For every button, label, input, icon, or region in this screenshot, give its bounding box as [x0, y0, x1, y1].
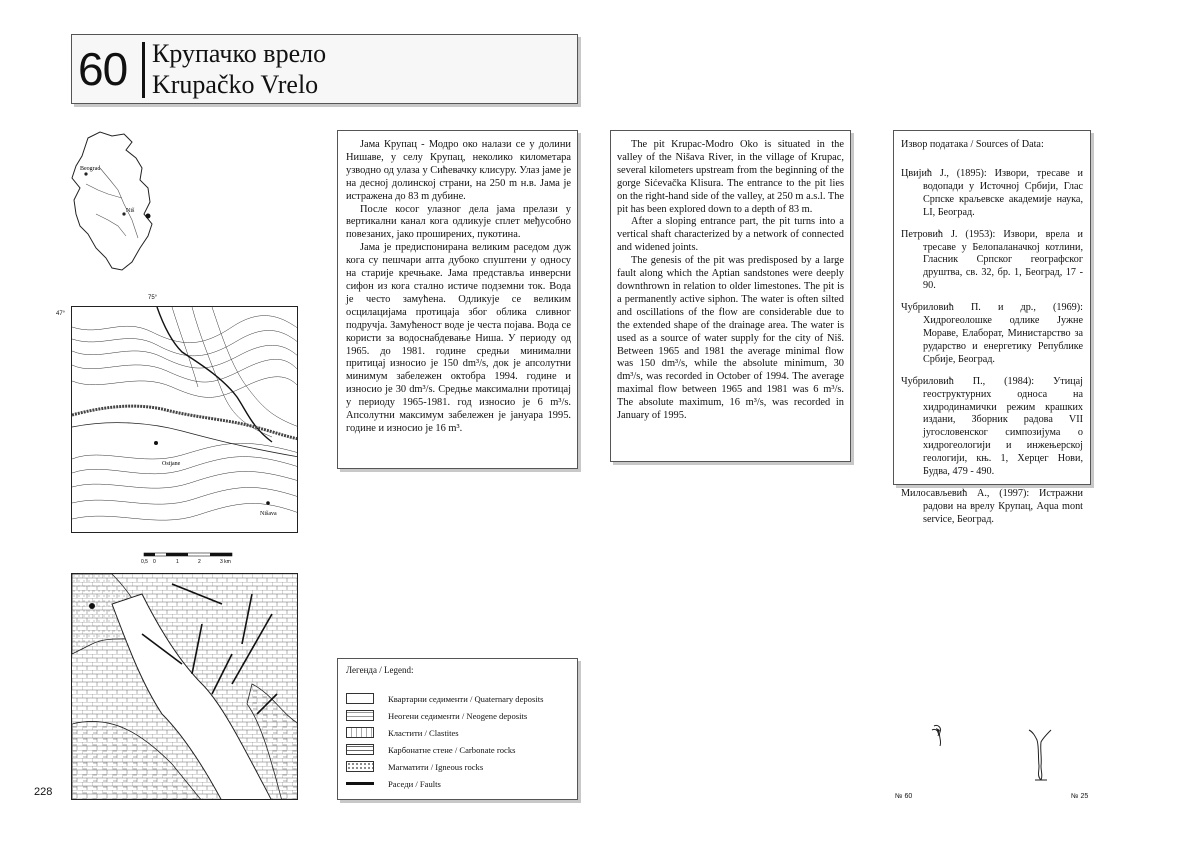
- english-paragraph: After a sloping entrance part, the pit turns into a vertical shaft characterized by a network of connected and widened joints.: [617, 216, 844, 254]
- topo-label-river: Nišava: [260, 511, 277, 517]
- legend-item: [346, 775, 569, 792]
- legend-item: [346, 758, 569, 775]
- figure-ref-left: № 60: [895, 793, 913, 800]
- legend-label: Кластити / Clastites: [388, 727, 459, 738]
- source-item: Чубриловић П., (1984): Утицај геоструктурних односа на хидродинамички режим крашких издани, Зборник радова VII југословенског симпозијума о хидрогеологији и инжењерској геологији, књ. 1, Херцег Нови, Будва, 479 - 490.: [901, 375, 1083, 478]
- source-item: Цвијић Ј., (1895): Извори, тресаве и водопади у Источној Србији, Глас Српске краљевске академије наука, LI, Београд.: [901, 168, 1083, 218]
- legend-label: Карбонатне стене / Carbonate rocks: [388, 744, 516, 755]
- legend-box: [337, 658, 578, 800]
- figure-ref-right: № 25: [1071, 793, 1089, 800]
- map-label-nis: Niš: [126, 208, 135, 214]
- scale-tick-0: 0,5: [141, 559, 148, 565]
- scale-tick-3: 2: [198, 559, 201, 565]
- english-paragraph: The pit Krupac-Modro Oko is situated in the valley of the Nišava River, in the village of Krupac, several kilometers upstream from the beginning of the gorge Sićevačka Klisura. The entrance to the pit lies on the right-hand side of the valley, at 250 m a.s.l. The pit has been explored down to a depth of 83 m.: [617, 139, 844, 215]
- scale-tick-4: 3 km: [220, 559, 231, 565]
- legend-swatch-igneous: [346, 761, 374, 772]
- legend-label: Магматити / Igneous rocks: [388, 761, 484, 772]
- legend-item: [346, 690, 569, 707]
- serbian-description: [337, 130, 578, 469]
- pit-section-sketch-large: [1027, 726, 1053, 782]
- page-number: 228: [34, 786, 53, 798]
- geological-map: [71, 573, 298, 800]
- title-cyrillic: Крупачко врело: [152, 39, 327, 68]
- legend-label: Раседи / Faults: [388, 778, 441, 789]
- legend-swatch-faults: [346, 778, 374, 789]
- page-section-number: 60: [78, 43, 128, 95]
- title-box: [71, 34, 578, 104]
- legend-label: Квартарни седименти / Quaternary deposits: [388, 693, 544, 704]
- legend-item: [346, 724, 569, 741]
- serbian-paragraph: Јама је предиспонирана великим раседом дуж кога су пешчари апта дубоко спуштени у односу на старије кречњаке. Јама представља инверсни сифон из кога стално истиче подземни ток. Вода је често замућена. Одликује се великим осцилацијама протицаја због облика сливног подручја. Замућеност воде је честа појава. Вода се користи за водоснабдевање Ниша. У периоду од 1965. до 1981. године средњи минимални притицај износио је 150 dm³/s, док је апсолутни минимум забележен октобра 1994. године и износио је 30 dm³/s. Средње максимални протицај у периоду 1965-1981. год износио је 6 m³/s. Апсолутни максимум забележен је јануара 1995. године и износио је 16 m³.: [346, 242, 571, 434]
- legend-title: Легенда / Legend:: [346, 665, 414, 675]
- english-paragraph: The genesis of the pit was predisposed by a large fault along which the Aptian sandstones were deeply downthrown in relation to older limestones. The pit is a permanently active siphon. The water is often silted and oscillations of the flow are considerable due to the extended shape of the drainage area. The water is used as a source of water supply for the city of Niš. Between 1965 and 1981 the average minimal flow was 150 dm³/s, while the absolute minimum, 30 dm³/s, was recorded in October of 1994. The average maximal flow between 1965 and 1981 was 6 m³/s. The absolute maximum, 16 m³/s, was recorded in January of 1995.: [617, 255, 844, 422]
- coordinate-label-left: 47°: [56, 311, 66, 317]
- legend-label: Неогени седименти / Neogene deposits: [388, 710, 528, 721]
- sources-heading: Извор података / Sources of Data:: [901, 139, 1044, 150]
- title-latin: Krupačko Vrelo: [152, 70, 319, 99]
- legend-swatch-neogene: [346, 710, 374, 721]
- source-item: Петровић Ј. (1953): Извори, врела и тресаве у Белопаланачкој котлини, Гласник Српског географског друштва, св. 32, бр. 1, Београд, 17 - 90.: [901, 228, 1083, 292]
- scale-tick-2: 1: [176, 559, 179, 565]
- legend-item: [346, 741, 569, 758]
- scale-bar: [140, 552, 240, 566]
- legend-swatch-clastites: [346, 727, 374, 738]
- sources-box: [893, 130, 1091, 525]
- source-item: Милосављевић А., (1997): Истражни радови на врелу Крупац, Aqua mont service, Београд.: [901, 487, 1083, 525]
- coordinate-label-top: 75°: [148, 295, 158, 301]
- source-item: Чубриловић П. и др., (1969): Хидрогеолошке одлике Јужне Мораве, Елаборат, Министарство за рударство и енергетику Републике Србије, Београд.: [901, 302, 1083, 365]
- pit-section-sketch-small: [928, 722, 950, 748]
- legend-item: [346, 707, 569, 724]
- serbian-paragraph: Јама Крупац - Модро око налази се у долини Нишаве, у селу Крупац, неколико километара узводно од улаза у Сићевачку клисуру. Улаз јаме је на десној долинској страни, на 250 m н.в. Јама је истражена до 83 m дубине.: [346, 139, 571, 202]
- topo-label-village: Ostjane: [162, 461, 181, 467]
- title-divider: [142, 42, 145, 98]
- legend-swatch-carbonate: [346, 744, 374, 755]
- serbia-location-map: [66, 128, 176, 276]
- legend-swatch-quaternary: [346, 693, 374, 704]
- topographic-map: [71, 306, 298, 533]
- serbian-paragraph: После косог улазног дела јама прелази у вертикални канал кога одликује сплет међусобно повезаних, јако проширених, пукотина.: [346, 203, 571, 241]
- scale-tick-1: 0: [153, 559, 156, 565]
- english-description: [610, 130, 851, 462]
- map-label-beograd: Beograd: [80, 166, 101, 172]
